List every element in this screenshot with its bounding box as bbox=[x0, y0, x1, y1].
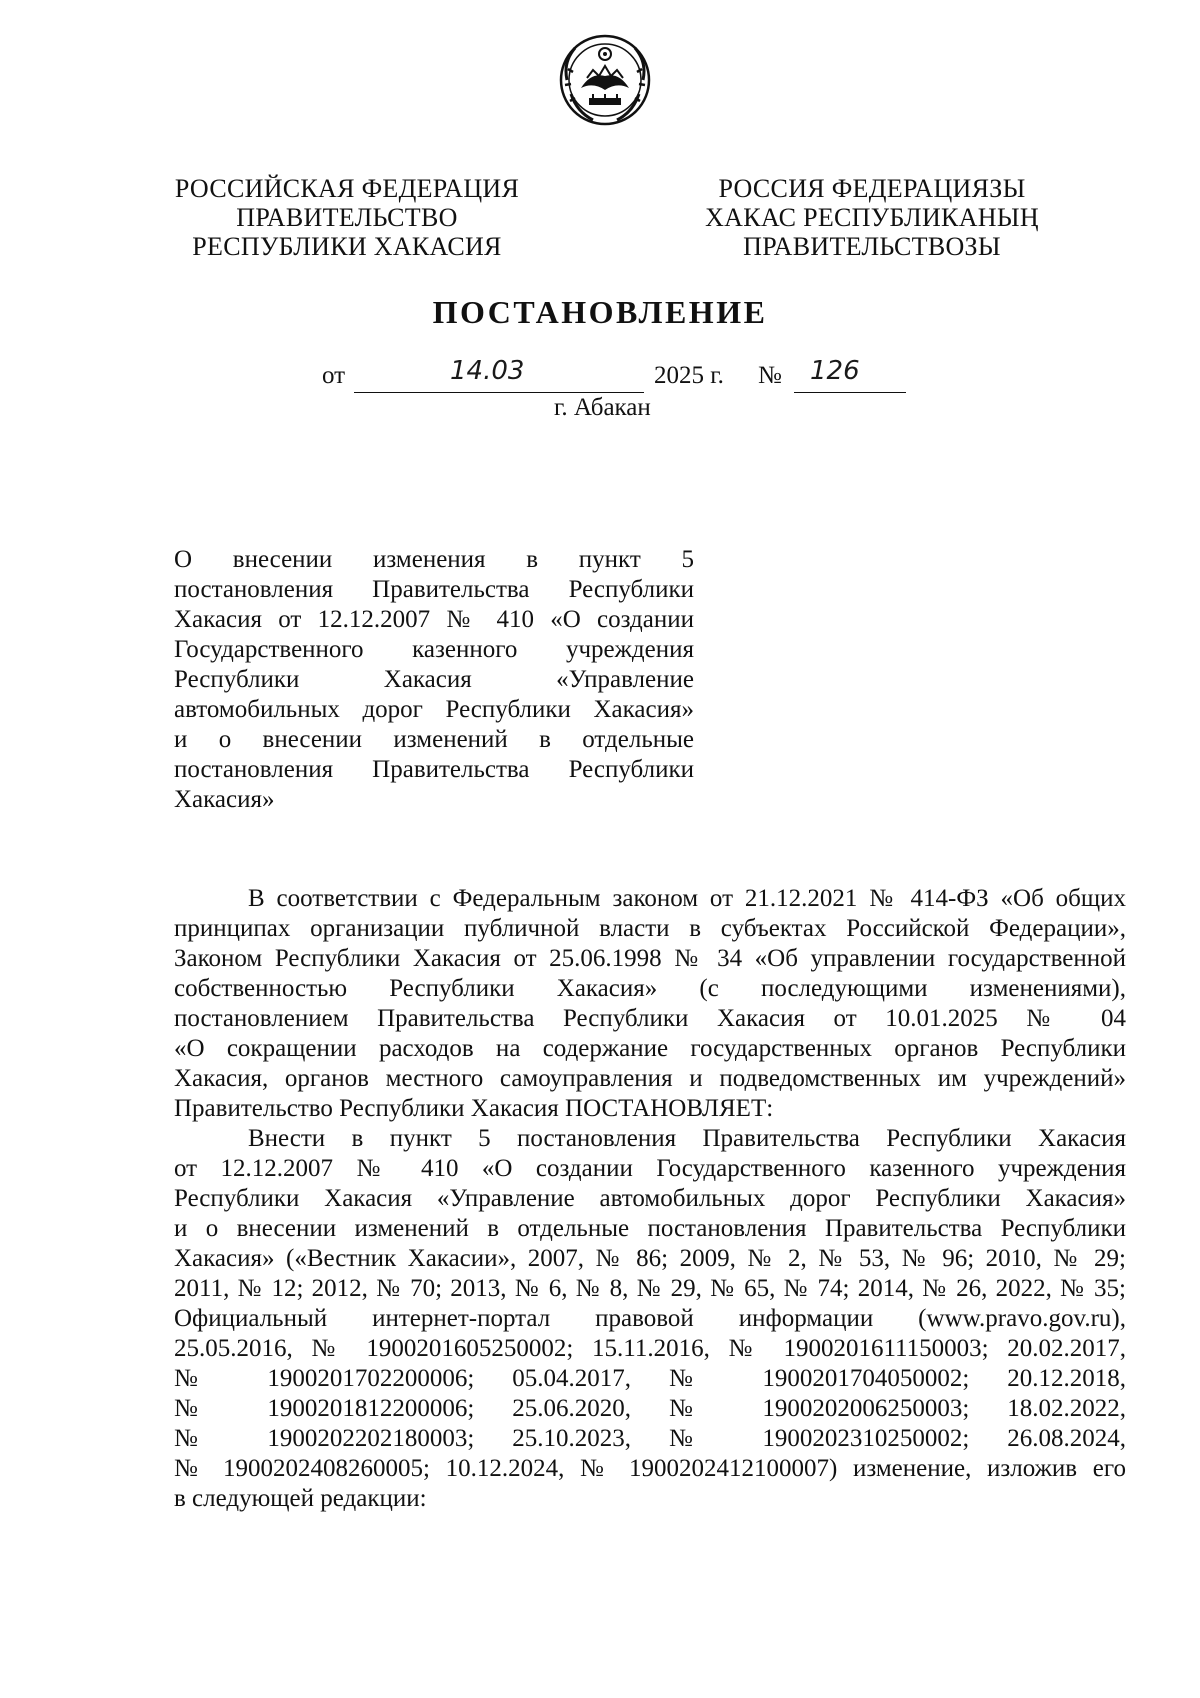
document-body bbox=[174, 884, 1126, 1514]
header-right-block bbox=[682, 174, 1062, 261]
year-label: 2025 г. bbox=[654, 362, 724, 389]
body-line: 2011, № 12; 2012, № 70; 2013, № 6, № 8, № 29, № 65, № 74; 2014, № 26, 2022, № 35; bbox=[174, 1275, 1126, 1302]
body-line: № 1900201702200006; 05.04.2017, № 1900201704050002; 20.12.2018, bbox=[174, 1365, 1126, 1392]
body-line: В соответствии с Федеральным законом от 21.12.2021 № 414-ФЗ «Об общих bbox=[248, 885, 1126, 912]
subject-line: автомобильных дорог Республики Хакасия» bbox=[174, 696, 694, 723]
number-underline bbox=[794, 392, 906, 393]
header-left-block bbox=[157, 174, 537, 261]
body-line: в следующей редакции: bbox=[174, 1485, 427, 1512]
subject-line: постановления Правительства Республики bbox=[174, 576, 694, 603]
body-line: Хакасия» («Вестник Хакасии», 2007, № 86; 2009, № 2, № 53, № 96; 2010, № 29; bbox=[174, 1245, 1126, 1272]
body-line: от 12.12.2007 № 410 «О создании Государственного казенного учреждения bbox=[174, 1155, 1126, 1182]
body-line: Правительство Республики Хакасия ПОСТАНОВЛЯЕТ: bbox=[174, 1095, 774, 1122]
handwritten-number: 126 bbox=[810, 356, 860, 386]
subject-line: Хакасия от 12.12.2007 № 410 «О создании bbox=[174, 606, 694, 633]
body-line: собственностью Республики Хакасия» (с последующими изменениями), bbox=[174, 975, 1126, 1002]
date-underline bbox=[354, 392, 644, 393]
subject-line: постановления Правительства Республики bbox=[174, 756, 694, 783]
document-title: ПОСТАНОВЛЕНИЕ bbox=[432, 294, 768, 330]
number-sign: № bbox=[758, 362, 782, 389]
header-right-line: ХАКАС РЕСПУБЛИКАНЫҢ bbox=[705, 203, 1039, 232]
subject-line: и о внесении изменений в отдельные bbox=[174, 726, 694, 753]
body-line: Внести в пункт 5 постановления Правительства Республики Хакасия bbox=[248, 1125, 1126, 1152]
body-line: Республики Хакасия «Управление автомобильных дорог Республики Хакасия» bbox=[174, 1185, 1126, 1212]
body-line: № 1900202408260005; 10.12.2024, № 1900202412100007) изменение, изложив его bbox=[174, 1455, 1126, 1482]
subject-line: О внесении изменения в пункт 5 bbox=[174, 546, 694, 573]
body-line: и о внесении изменений в отдельные постановления Правительства Республики bbox=[174, 1215, 1126, 1242]
header-right-line: РОССИЯ ФЕДЕРАЦИЯЗЫ bbox=[718, 174, 1026, 203]
body-line: принципах организации публичной власти в субъектах Российской Федерации», bbox=[174, 915, 1126, 942]
header-right-line: ПРАВИТЕЛЬСТВОЗЫ bbox=[743, 232, 1001, 261]
handwritten-date: 14.03 bbox=[450, 356, 525, 386]
body-line: «О сокращении расходов на содержание государственных органов Республики bbox=[174, 1035, 1126, 1062]
body-line: Хакасия, органов местного самоуправления и подведомственных им учреждений» bbox=[174, 1065, 1126, 1092]
subject-line: Хакасия» bbox=[174, 786, 275, 813]
body-line: № 1900201812200006; 25.06.2020, № 1900202006250003; 18.02.2022, bbox=[174, 1395, 1126, 1422]
coat-of-arms-emblem bbox=[557, 32, 653, 128]
body-line: № 1900202202180003; 25.10.2023, № 1900202310250002; 26.08.2024, bbox=[174, 1425, 1126, 1452]
date-prefix: от bbox=[322, 362, 346, 389]
body-line: Официальный интернет-портал правовой информации (www.pravo.gov.ru), bbox=[174, 1305, 1126, 1332]
body-line: постановлением Правительства Республики Хакасия от 10.01.2025 № 04 bbox=[174, 1005, 1126, 1032]
body-line: Законом Республики Хакасия от 25.06.1998 № 34 «Об управлении государственной bbox=[174, 945, 1126, 972]
body-line: 25.05.2016, № 1900201605250002; 15.11.2016, № 1900201611150003; 20.02.2017, bbox=[174, 1335, 1126, 1362]
subject-line: Государственного казенного учреждения bbox=[174, 636, 694, 663]
subject-line: Республики Хакасия «Управление bbox=[174, 666, 694, 693]
header-left-line: ПРАВИТЕЛЬСТВО bbox=[236, 203, 458, 232]
city-name: г. Абакан bbox=[554, 394, 651, 421]
header-left-line: РОССИЙСКАЯ ФЕДЕРАЦИЯ bbox=[174, 174, 520, 203]
document-subject bbox=[174, 545, 694, 815]
header-left-line: РЕСПУБЛИКИ ХАКАСИЯ bbox=[192, 232, 502, 261]
